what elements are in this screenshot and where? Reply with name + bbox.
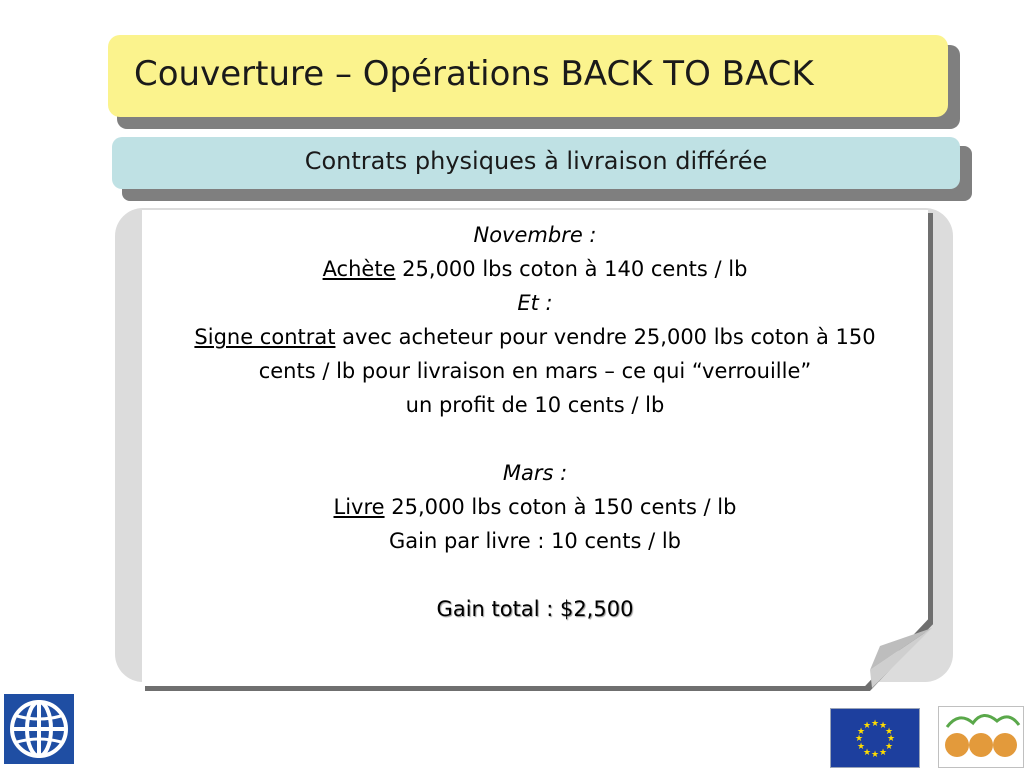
deliver-keyword: Livre — [333, 495, 385, 519]
svg-text:★: ★ — [870, 750, 880, 760]
svg-text:★: ★ — [854, 734, 864, 744]
slide-title: Couverture – Opérations BACK TO BACK — [134, 54, 814, 94]
note-line-march: Mars : — [502, 461, 568, 485]
svg-text:★: ★ — [856, 742, 866, 752]
note-spacer — [142, 422, 928, 456]
note-line-november: Novembre : — [473, 223, 597, 247]
svg-text:★: ★ — [862, 721, 872, 731]
note-spacer-2 — [142, 558, 928, 592]
svg-text:★: ★ — [884, 742, 894, 752]
note-line-deliver — [142, 490, 928, 524]
acp-logo-icon — [938, 706, 1024, 768]
note-content — [142, 218, 928, 626]
slide-subtitle: Contrats physiques à livraison différée — [304, 147, 768, 175]
deliver-text: 25,000 lbs coton à 150 cents / lb — [384, 495, 737, 519]
buy-keyword: Achète — [322, 257, 396, 281]
note-line-contract — [142, 320, 928, 354]
eu-flag-icon — [830, 708, 920, 768]
world-bank-globe-icon — [4, 694, 74, 764]
buy-text: 25,000 lbs coton à 140 cents / lb — [395, 257, 748, 281]
contract-text: avec acheteur pour vendre 25,000 lbs coton à 150 — [335, 325, 876, 349]
svg-text:★: ★ — [878, 748, 888, 758]
note-line-profit: un profit de 10 cents / lb — [405, 393, 665, 417]
note-line-and: Et : — [517, 291, 553, 315]
svg-text:★: ★ — [884, 727, 894, 737]
title-box — [108, 35, 948, 117]
note-line-gain-per-pound: Gain par livre : 10 cents / lb — [388, 529, 682, 553]
svg-text:★: ★ — [878, 721, 888, 731]
svg-text:★: ★ — [862, 748, 872, 758]
note-line-buy — [142, 252, 928, 286]
svg-text:★: ★ — [856, 727, 866, 737]
page-curl-icon — [870, 628, 932, 688]
subtitle-box — [112, 137, 960, 189]
svg-text:★: ★ — [886, 734, 896, 744]
contract-keyword: Signe contrat — [194, 325, 336, 349]
note-line-total: Gain total : $2,500 — [436, 597, 634, 621]
note-line-delivery: cents / lb pour livraison en mars – ce qui “verrouille” — [258, 359, 812, 383]
svg-text:★: ★ — [870, 719, 880, 729]
